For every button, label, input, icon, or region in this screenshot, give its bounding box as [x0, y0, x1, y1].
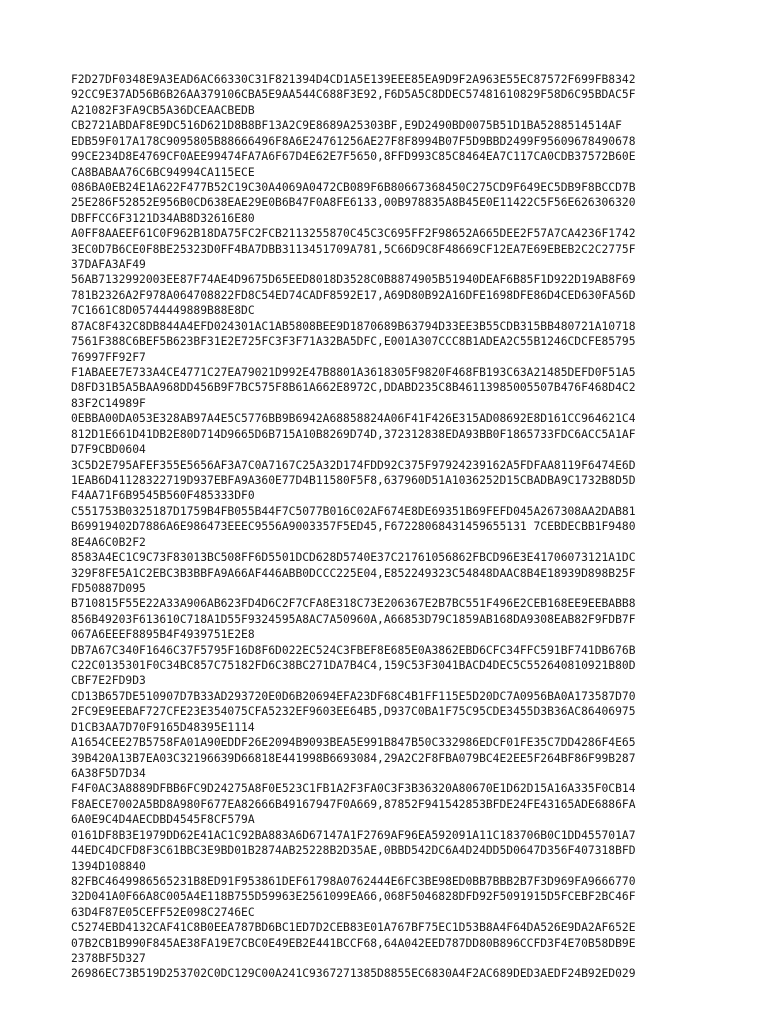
text-line: 2FC9E9EEBAF727CFE23E354075CFA5232EF9603EE64B5,D937C0BA1F75C95CDE3455D3B36AC86406975	[71, 705, 636, 719]
text-line: 25E286F52852E956B0CD638EAE29E0B6B47F0A8FE6133,00B978835A8B45E0E11422C5F56E626306320	[71, 196, 636, 210]
text-line: DBFFCC6F3121D34AB8D32616E80	[71, 211, 255, 225]
text-line: 067A6EEEF8895B4F4939751E2E8	[71, 628, 255, 642]
text-line: 37DAFA3AF49	[71, 258, 146, 272]
text-line: F4F0AC3A8889DFBB6FC9D24275A8F0E523C1FB1A2F3FA0C3F3B36320A80670E1D62D15A16A335F0CB14	[71, 782, 636, 796]
text-line: 0161DF8B3E1979DD62E41AC1C92BA883A6D67147A1F2769AF96EA592091A11C183706B0C1DD455701A7	[71, 828, 636, 842]
text-line: CA8BABAA76C6BC94994CA115ECE	[71, 165, 255, 179]
text-line: 3C5D2E795AFEF355E5656AF3A7C0A7167C25A32D174FDD92C375F97924239162A5FDFAA8119F6474E6D	[71, 458, 636, 472]
text-line: 0EBBA00DA053E328AB97A4E5C5776BB9B6942A68858824A06F41F426E315AD08692E8D161CC964621C4	[71, 412, 636, 426]
hex-text-block	[71, 72, 711, 982]
text-line: 6A38F5D7D34	[71, 766, 146, 780]
text-line: 76997FF92F7	[71, 350, 146, 364]
text-line: 812D1E661D41DB2E80D714D9665D6B715A10B8269D74D,372312838EDA93BB0F1865733FDC6ACC5A1AF	[71, 427, 636, 441]
text-line: 92CC9E37AD56B6B26AA379106CBA5E9AA544C688F3E92,F6D5A5C8DDEC57481610829F58D6C95BDAC5F	[71, 88, 636, 102]
text-line: A0FF8AAEEF61C0F962B18DA75FC2FCB2113255870C45C3C695FF2F98652A665DEE2F57A7CA4236F1742	[71, 227, 636, 241]
text-line: 086BA0EB24E1A622F477B52C19C30A4069A0472CB089F6B80667368450C275CD9F649EC5DB9F8BCCD7B	[71, 180, 636, 194]
text-line: F4AA71F6B9545B560F485333DF0	[71, 489, 255, 503]
text-line: D8FD31B5A5BAA968DD456B9F7BC575F8B61A662E8972C,DDABD235C8B46113985005507B476F468D4C2	[71, 381, 636, 395]
text-line: 87AC8F432C8DB844A4EFD024301AC1AB5808BEE9D1870689B63794D33EE3B55CDB315BB480721A10718	[71, 319, 636, 333]
text-line: 39B420A13B7EA03C32196639D66818E441998B6693084,29A2C2F8FBA079BC4E2EE5F264BF86F99B287	[71, 751, 636, 765]
text-line: 856B49203F613610C718A1D55F9324595A8AC7A50960A,A66853D79C1859AB168DA9308EAB82F9FDB7F	[71, 612, 636, 626]
text-line: D7F9CBD0604	[71, 443, 146, 457]
text-line: 26986EC73B519D253702C0DC129C00A241C9367271385D8855EC6830A4F2AC689DED3AEDF24B92ED029	[71, 967, 636, 981]
text-line: CD13B657DE510907D7B33AD293720E0D6B20694EFA23DF68C4B1FF115E5D20DC7A0956BA0A173587D70	[71, 689, 636, 703]
text-line: 56AB7132992003EE87F74AE4D9675D65EED8018D3528C0B8874905B51940DEAF6B85F1D922D19AB8F69	[71, 273, 636, 287]
text-line: A1654CEE27B5758FA01A90EDDF26E2094B9093BEA5E991B847B50C332986EDCF01FE35C7DD4286F4E65	[71, 736, 636, 750]
text-line: A21082F3FA9CB5A36DCEAACBEDB	[71, 103, 255, 117]
text-line: 32D041A0F66A8C005A4E118B755D59963E2561099EA66,068F5046828DFD92F5091915D5FCEBF2BC46F	[71, 890, 636, 904]
text-line: F2D27DF0348E9A3EAD6AC66330C31F821394D4CD1A5E139EEE85EA9D9F2A963E55EC87572F699FB8342	[71, 73, 636, 86]
text-line: C22C0135301F0C34BC857C75182FD6C38BC271DA7B4C4,159C53F3041BACD4DEC5C552640810921B80D	[71, 659, 636, 673]
text-line: 8E4A6C0B2F2	[71, 535, 146, 549]
text-line: 781B2326A2F978A064708822FD8C54ED74CADF8592E17,A69D80B92A16DFE1698DFE86D4CED630FA56D	[71, 288, 636, 302]
text-line: D1CB3AA7D70F9165D48395E1114	[71, 720, 255, 734]
text-line: 82FBC4649986565231B8ED91F953861DEF61798A0762444E6FC3BE98ED0BB7BBB2B7F3D969FA9666770	[71, 874, 636, 888]
text-line: FD50887D095	[71, 581, 146, 595]
text-line: B710815F55E22A33A906AB623FD4D6C2F7CFA8E318C73E206367E2B7BC551F496E2CEB168EE9EEBABB8	[71, 597, 636, 611]
text-line: C551753B0325187D1759B4FB055B44F7C5077B016C02AF674E8DE69351B69FEFD045A267308AA2DAB81	[71, 504, 636, 518]
text-line: 329F8FE5A1C2EBC3B3BBFA9A66AF446ABB0DCCC225E04,E852249323C54848DAAC8B4E18939D898B25F	[71, 566, 636, 580]
text-line: EDB59F017A178C9095805B88666496F8A6E24761256AE27F8F8994B07F5D9BBD2499F95609678490678	[71, 134, 636, 148]
text-line: 2378BF5D327	[71, 952, 146, 966]
text-line: 44EDC4DCFD8F3C61BBC3E9BD01B2874AB25228B2D35AE,0BBD542DC6A4D24DD5D0647D356F407318BFD	[71, 844, 636, 858]
text-line: 1EAB6D41128322719D937EBFA9A360E77D4B11580F5F8,637960D51A1036252D15CBADBA9C1732B8D5D	[71, 473, 636, 487]
text-line: 99CE234D8E4769CF0AEE99474FA7A6F67D4E62E7F5650,8FFD993C85C8464EA7C117CA0CDB37572B60E	[71, 150, 636, 164]
text-line: 8583A4EC1C9C73F83013BC508FF6D5501DCD628D5740E37C21761056862FBCD96E3E41706073121A1DC	[71, 551, 636, 565]
text-line: 6A0E9C4D4AECDBD4545F8CF579A	[71, 813, 255, 827]
text-line: DB7A67C340F1646C37F5795F16D8F6D022EC524C3FBEF8E685E0A3862EBD6CFC34FFC591BF741DB676B	[71, 643, 636, 657]
text-line: F1ABAEE7E733A4CE4771C27EA79021D992E47B8801A3618305F9820F468FB193C63A21485DEFD0F51A5	[71, 366, 636, 380]
text-line: 7C1661C8D05744449889B88E8DC	[71, 304, 255, 318]
text-line: 1394D108840	[71, 859, 146, 873]
text-line: CB2721ABDAF8E9DC516D621D8B8BF13A2C9E8689A25303BF,E9D2490BD0075B51D1BA5288514514AF	[71, 119, 622, 133]
text-line: 7561F388C6BEF5B623BF31E2E725FC3F3F71A32BA5DFC,E001A307CCC8B1ADEA2C55B1246CDCFE85795	[71, 335, 636, 349]
text-line: B69919402D7886A6E986473EEEC9556A9003357F5ED45,F67228068431459655131 7CEBDECBB1F9480	[71, 520, 636, 534]
text-line: 63D4F87E05CEFF52E098C2746EC	[71, 905, 255, 919]
text-line: F8AECE7002A5BD8A980F677EA82666B49167947F0A669,87852F941542853BFDE24FE43165ADE6886FA	[71, 797, 636, 811]
text-line: 3EC0D7B6CE0F8BE25323D0FF4BA7DBB3113451709A781,5C66D9C8F48669CF12EA7E69EBEB2C2C2775F	[71, 242, 636, 256]
text-line: C5274EBD4132CAF41C8B0EEA787BD6BC1ED7D2CEB83E01A767BF75EC1D53B8A4F64DA526E9DA2AF652E	[71, 921, 636, 935]
text-line: 83F2C14989F	[71, 396, 146, 410]
text-line: 07B2CB1B990F845AE38FA19E7CBC0E49EB2E441BCCF68,64A042EED787DD80B896CCFD3F4E70B58DB9E	[71, 936, 636, 950]
text-line: CBF7E2FD9D3	[71, 674, 146, 688]
